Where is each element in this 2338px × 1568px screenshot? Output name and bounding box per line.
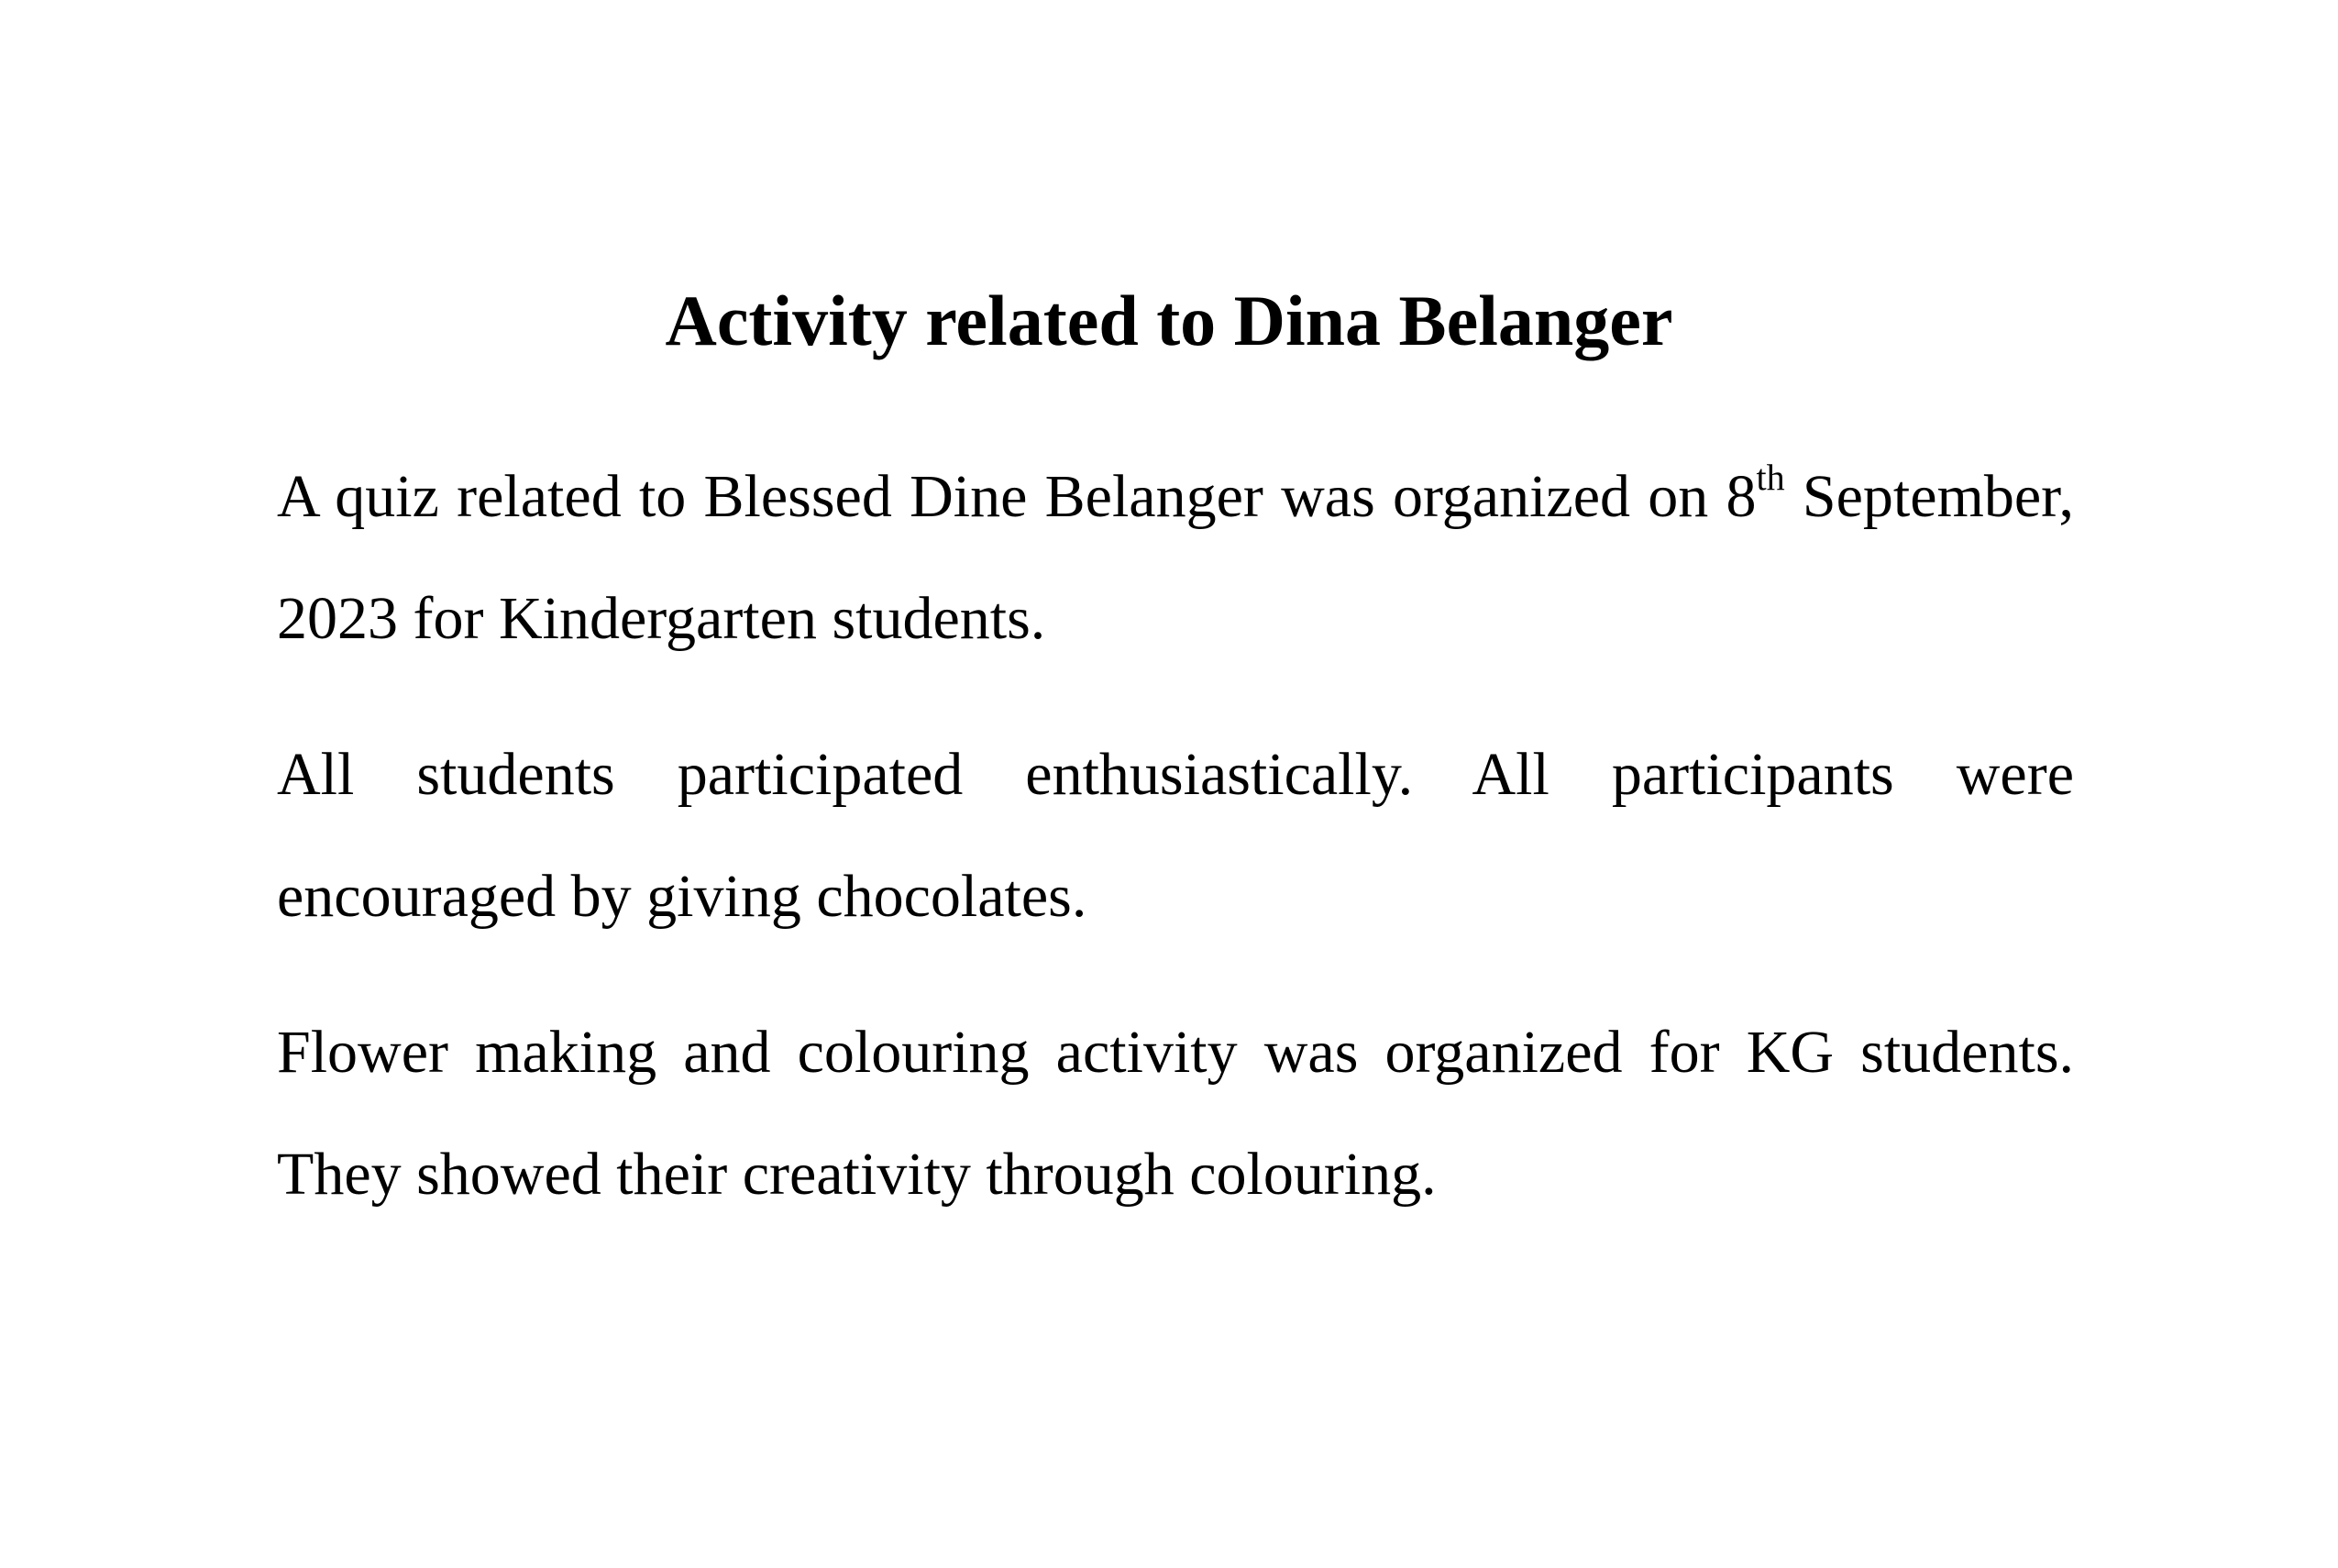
paragraph-quiz-text-end: September, 2023 for Kindergarten students.: [277, 463, 2074, 652]
paragraph-quiz-text: A quiz related to Blessed Dine Belanger was organized on 8: [277, 463, 1757, 530]
document-body: [277, 436, 2074, 1269]
paragraph-participation: All students participated enthusiastically. All participants were encouraged by giving chocolates.: [277, 741, 2074, 930]
page-title: Activity related to Dina Belanger: [665, 281, 1673, 360]
ordinal-superscript: th: [1756, 457, 1785, 498]
paragraph-quiz: [277, 436, 2074, 679]
paragraph-flower-making: Flower making and colouring activity was organized for KG students. They showed their creativity through colouring.: [277, 1019, 2074, 1208]
